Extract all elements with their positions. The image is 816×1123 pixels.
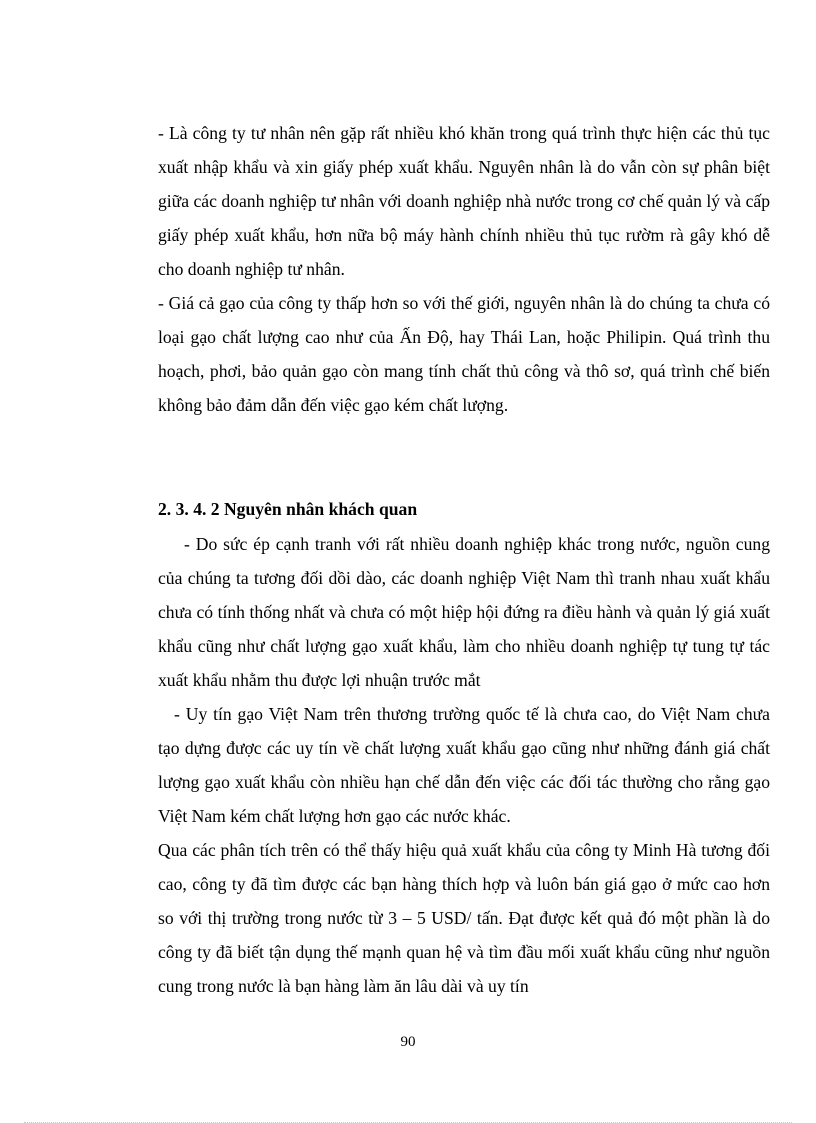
paragraph-private-company-difficulties: - Là công ty tư nhân nên gặp rất nhiều khó khăn trong quá trình thực hiện các thủ tục xuất nhập khẩu và xin giấy phép xuất khẩu. Nguyên nhân là do vẫn còn sự phân biệt giữa các doanh nghiệp tư nhân với doanh nghiệp nhà nước trong cơ chế quản lý và cấp giấy phép xuất khẩu, hơn nữa bộ máy hành chính nhiều thủ tục rườm rà gây khó dễ cho doanh nghiệp tư nhân. — [158, 123, 770, 279]
body-block-internal-causes — [158, 116, 770, 422]
page-number: 90 — [400, 1034, 416, 1050]
paragraph-analysis-conclusion: Qua các phân tích trên có thể thấy hiệu quả xuất khẩu của công ty Minh Hà tương đối cao, công ty đã tìm được các bạn hàng thích hợp và luôn bán giá gạo ở mức cao hơn so với thị trường trong nước từ 3 – 5 USD/ tấn. Đạt được kết quả đó một phần là do công ty đã biết tận dụng thế mạnh quan hệ và tìm đầu mối xuất khẩu cũng như nguồn cung trong nước là bạn hàng làm ăn lâu dài và uy tín — [158, 840, 770, 996]
body-block-objective-causes — [158, 527, 770, 1003]
section-heading: 2. 3. 4. 2 Nguyên nhân khách quan — [158, 499, 418, 519]
paragraph-rice-price-lower: - Giá cả gạo của công ty thấp hơn so với thế giới, nguyên nhân là do chúng ta chưa có loại gạo chất lượng cao như của Ấn Độ, hay Thái Lan, hoặc Philipin. Quá trình thu hoạch, phơi, bảo quản gạo còn mang tính chất thủ công và thô sơ, quá trình chế biến không bảo đảm dẫn đến việc gạo kém chất lượng. — [158, 293, 770, 415]
paragraph-reputation: - Uy tín gạo Việt Nam trên thương trường quốc tế là chưa cao, do Việt Nam chưa tạo dựng được các uy tín về chất lượng xuất khẩu gạo cũng như những đánh giá chất lượng gạo xuất khẩu còn nhiều hạn chế dẫn đến việc các đối tác thường cho rằng gạo Việt Nam kém chất lượng hơn gạo các nước khác. — [158, 704, 770, 826]
paragraph-competition-pressure: - Do sức ép cạnh tranh với rất nhiều doanh nghiệp khác trong nước, nguồn cung của chúng ta tương đối dồi dào, các doanh nghiệp Việt Nam thì tranh nhau xuất khẩu chưa có tính thống nhất và chưa có một hiệp hội đứng ra điều hành và quản lý giá xuất khẩu cũng như chất lượng gạo xuất khẩu, làm cho nhiều doanh nghiệp tự tung tự tác xuất khẩu nhằm thu được lợi nhuận trước mắt — [158, 534, 770, 690]
